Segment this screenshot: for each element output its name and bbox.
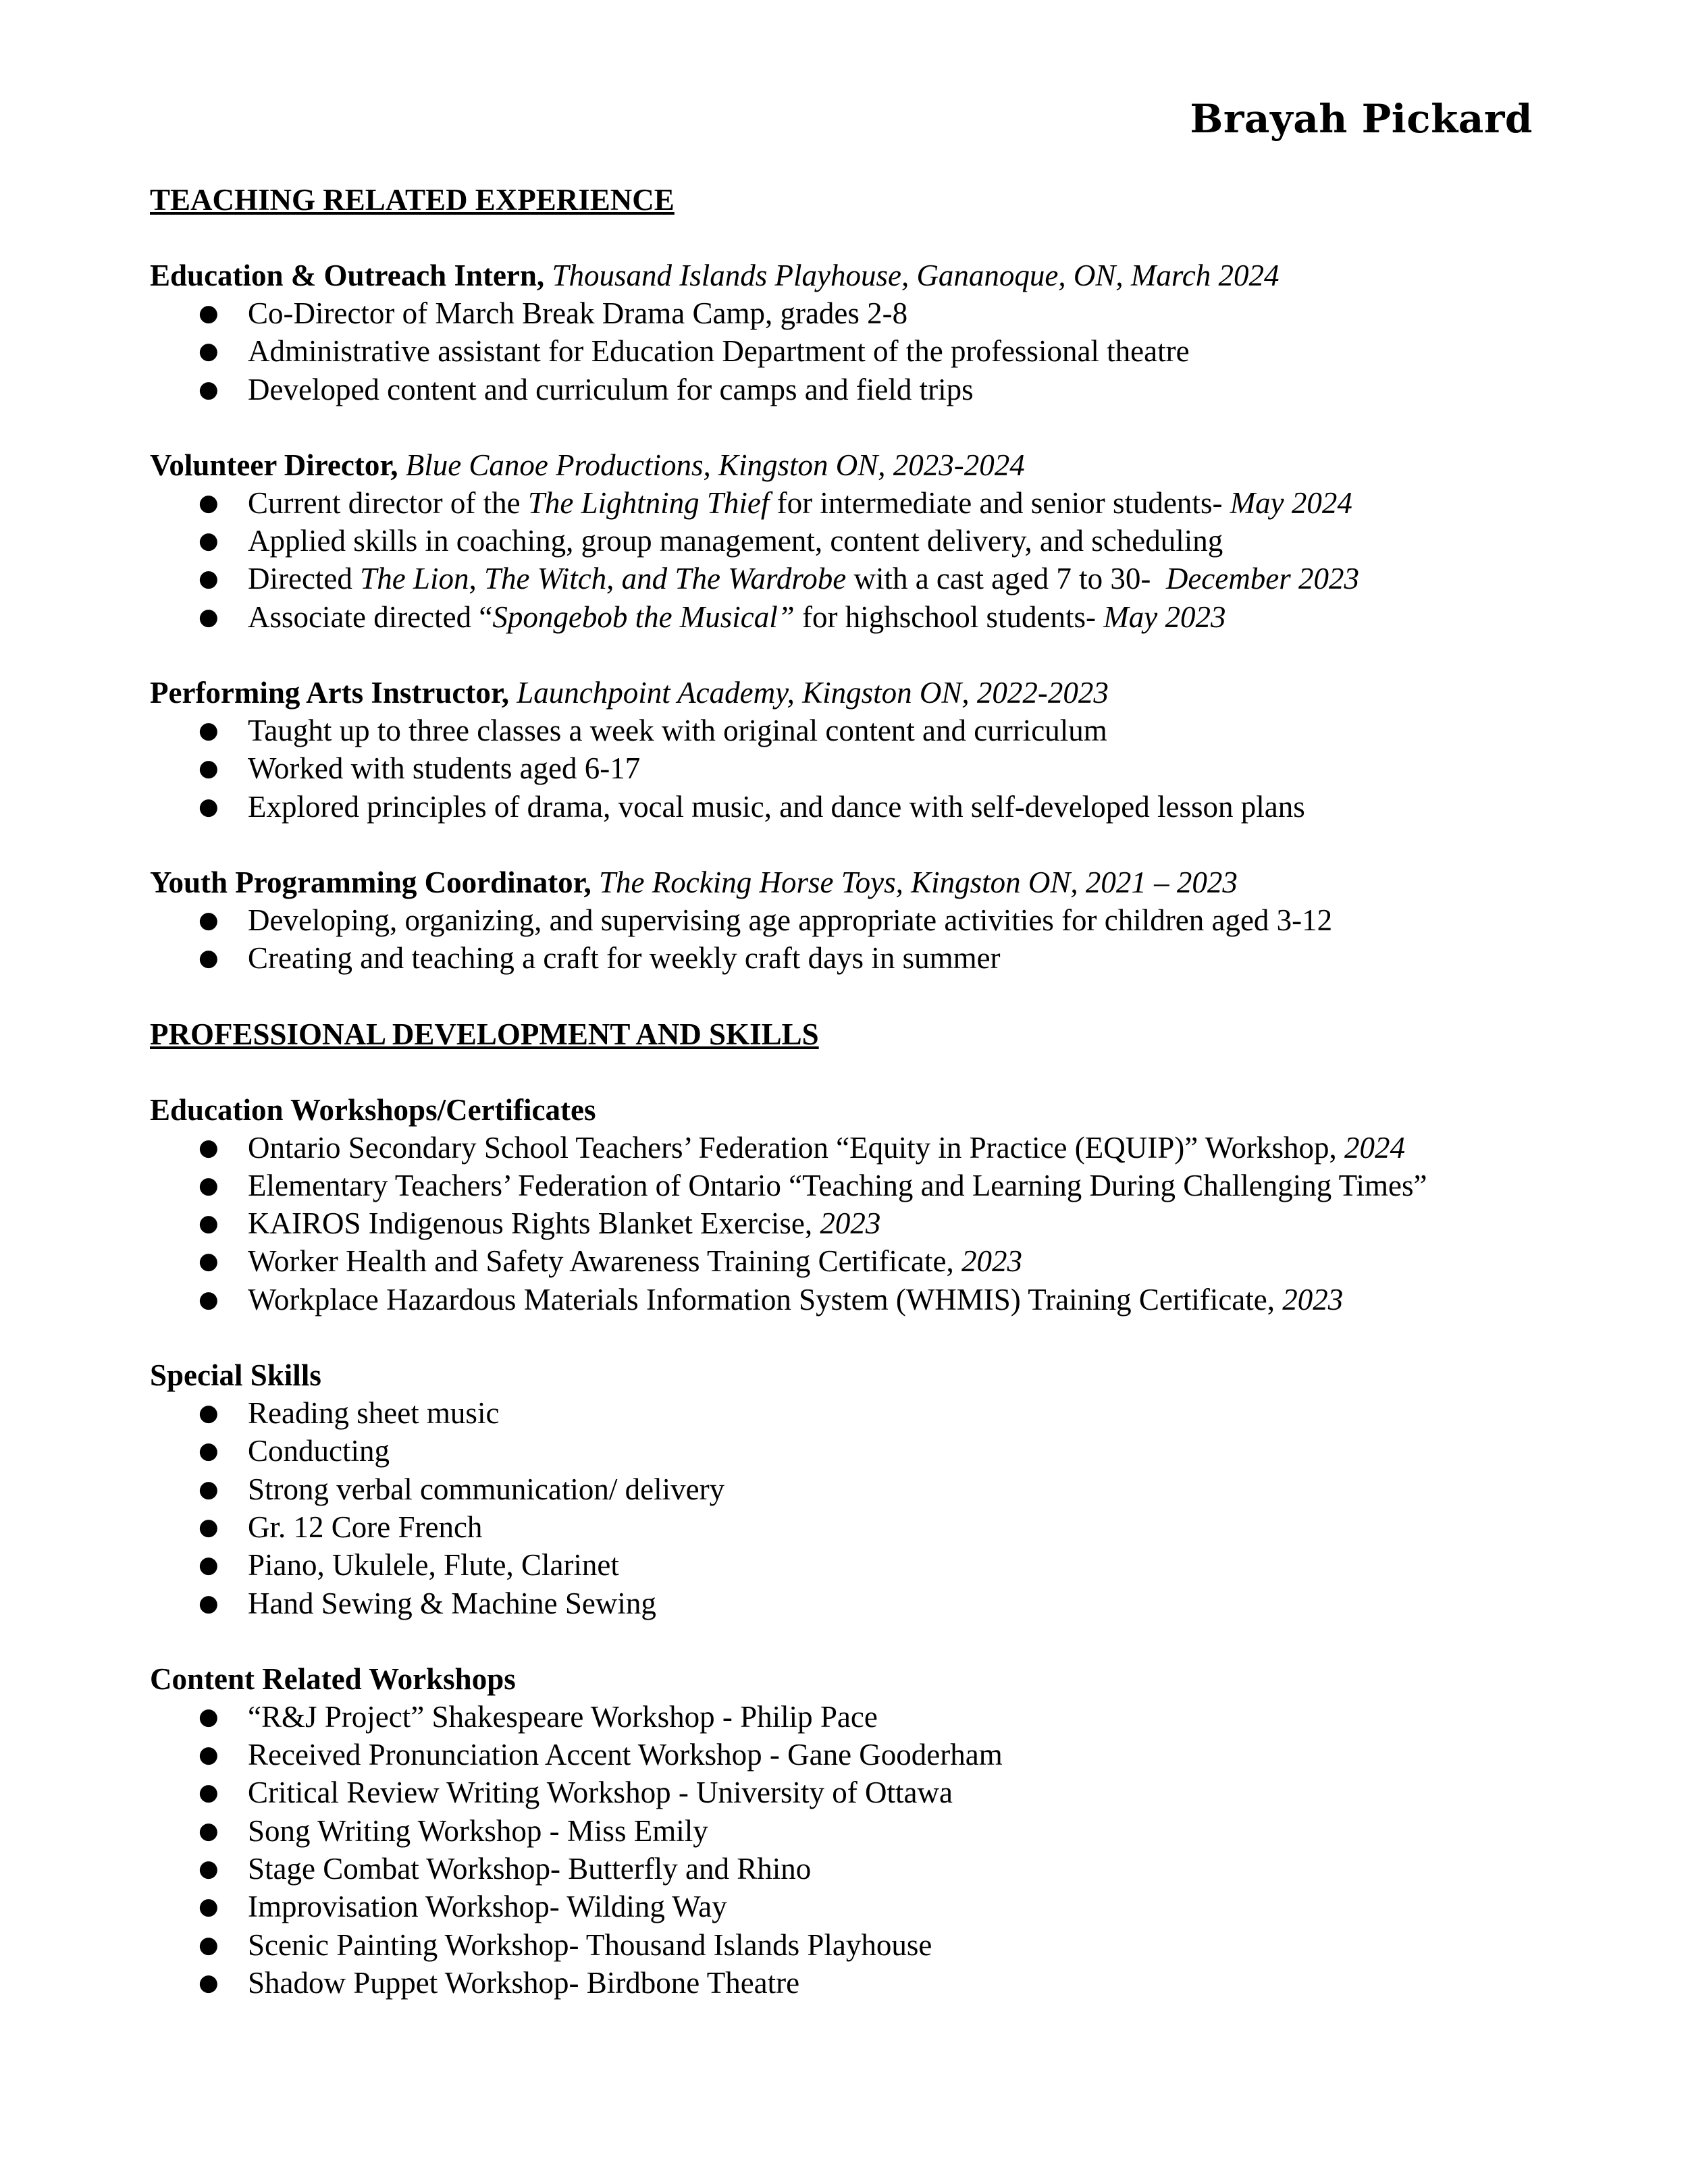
list-item: ● KAIROS Indigenous Rights Blanket Exercise, 2023	[199, 1206, 881, 1241]
job-bullets	[150, 901, 1554, 978]
job-bullets	[150, 712, 1554, 826]
list-item: ● Reading sheet music	[199, 1396, 500, 1431]
list-item: ● Scenic Painting Workshop- Thousand Islands Playhouse	[199, 1927, 932, 1962]
content-workshops-list	[150, 1698, 1554, 2002]
job-details: The Rocking Horse Toys, Kingston ON, 2021 – 2023	[599, 865, 1238, 899]
skills-list	[150, 1394, 1554, 1622]
list-item: ● Elementary Teachers’ Federation of Ontario “Teaching and Learning During Challenging Times”	[199, 1168, 1427, 1202]
list-item: ● Workplace Hazardous Materials Information System (WHMIS) Training Certificate, 2023	[199, 1282, 1344, 1316]
list-item: ● Ontario Secondary School Teachers’ Federation “Equity in Practice (EQUIP)” Workshop, 2024	[199, 1130, 1406, 1165]
list-item: ● “R&J Project” Shakespeare Workshop - Philip Pace	[199, 1699, 878, 1734]
job-role: Youth Programming Coordinator,	[150, 865, 591, 899]
job-heading	[150, 863, 1554, 901]
list-item: ● Conducting	[199, 1434, 390, 1468]
job-heading	[150, 674, 1554, 712]
workshops-list	[150, 1129, 1554, 1319]
list-item: ● Strong verbal communication/ delivery	[199, 1472, 725, 1506]
list-item: ● Current director of the The Lightning Thief for intermediate and senior students- May 2024	[199, 485, 1352, 520]
resume-name: Brayah Pickard	[1190, 96, 1533, 142]
job-heading	[150, 446, 1554, 484]
job-details: Thousand Islands Playhouse, Gananoque, ON, March 2024	[552, 259, 1280, 292]
list-item: ● Critical Review Writing Workshop - University of Ottawa	[199, 1776, 953, 1810]
job-details: Launchpoint Academy, Kingston ON, 2022-2023	[517, 676, 1109, 710]
list-item: ● Administrative assistant for Education Department of the professional theatre	[199, 334, 1190, 369]
job-bullets	[150, 294, 1554, 408]
list-item: ● Gr. 12 Core French	[199, 1510, 483, 1544]
job-heading	[150, 257, 1554, 294]
list-item: ● Developed content and curriculum for camps and field trips	[199, 372, 974, 406]
list-item: ● Taught up to three classes a week with original content and curriculum	[199, 714, 1107, 748]
list-item: ● Received Pronunciation Accent Workshop - Gane Gooderham	[199, 1738, 1003, 1772]
list-item: ● Applied skills in coaching, group management, content delivery, and scheduling	[199, 524, 1223, 558]
list-item: ● Developing, organizing, and supervising age appropriate activities for children aged 3-12	[199, 903, 1333, 937]
list-item: ● Explored principles of drama, vocal music, and dance with self-developed lesson plans	[199, 789, 1305, 824]
resume-content	[150, 181, 1554, 2002]
list-item: ● Improvisation Workshop- Wilding Way	[199, 1890, 727, 1924]
list-item: ● Shadow Puppet Workshop- Birdbone Theatre	[199, 1965, 800, 2000]
section-title-teaching: TEACHING RELATED EXPERIENCE	[150, 183, 675, 217]
list-item: ● Associate directed “Spongebob the Musical” for highschool students- May 2023	[199, 600, 1226, 634]
list-item: ● Stage Combat Workshop- Butterfly and Rhino	[199, 1852, 812, 1886]
job-role: Volunteer Director,	[150, 448, 398, 482]
list-item: ● Worked with students aged 6-17	[199, 751, 641, 786]
section-title-development: PROFESSIONAL DEVELOPMENT AND SKILLS	[150, 1017, 819, 1051]
job-bullets	[150, 484, 1554, 636]
list-item: ● Piano, Ukulele, Flute, Clarinet	[199, 1548, 619, 1582]
list-item: ● Creating and teaching a craft for weekly craft days in summer	[199, 941, 1001, 976]
list-item: ● Co-Director of March Break Drama Camp, grades 2-8	[199, 296, 908, 330]
subsection-heading: Special Skills	[150, 1358, 321, 1393]
job-role: Performing Arts Instructor,	[150, 676, 509, 710]
list-item: ● Hand Sewing & Machine Sewing	[199, 1586, 656, 1620]
list-item: ● Directed The Lion, The Witch, and The Wardrobe with a cast aged 7 to 30- December 2023	[199, 562, 1359, 596]
list-item: ● Song Writing Workshop - Miss Emily	[199, 1813, 708, 1848]
job-details: Blue Canoe Productions, Kingston ON, 2023-2024	[405, 448, 1025, 482]
subsection-heading: Content Related Workshops	[150, 1661, 516, 1696]
job-role: Education & Outreach Intern,	[150, 259, 545, 292]
subsection-heading: Education Workshops/Certificates	[150, 1092, 596, 1127]
list-item: ● Worker Health and Safety Awareness Training Certificate, 2023	[199, 1244, 1022, 1279]
